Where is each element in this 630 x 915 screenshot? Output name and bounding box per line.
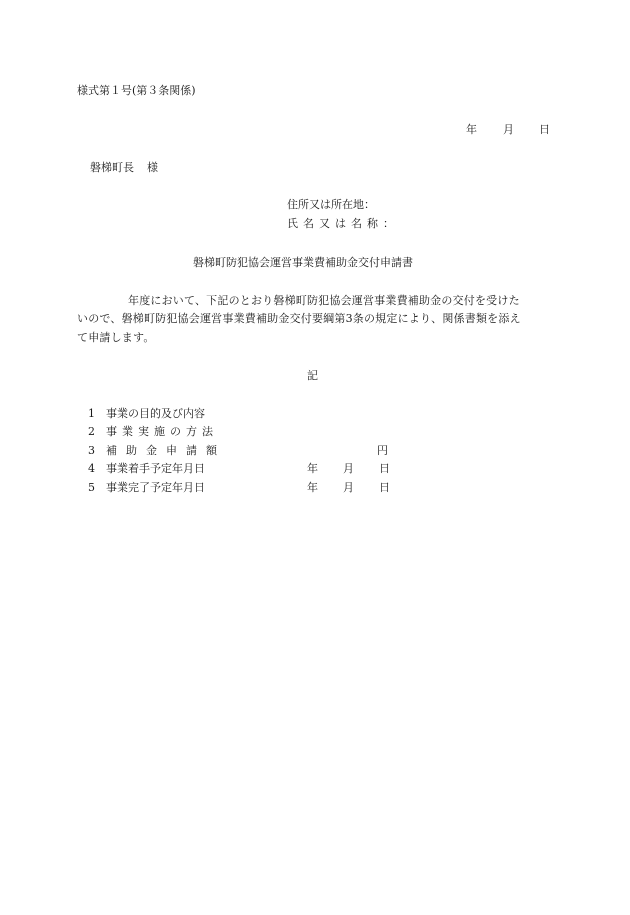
addressee-name: 磐梯町長 <box>90 161 134 174</box>
item-number: 4 <box>88 462 95 475</box>
start-month-label: 月 <box>343 462 354 475</box>
end-month-label: 月 <box>343 481 354 494</box>
body-line-2: いので、磐梯町防犯協会運営事業費補助金交付要綱第3条の規定により、関係書類を添え <box>77 312 521 325</box>
end-year-label: 年 <box>307 481 318 494</box>
item-label: 事業実施の方法 <box>106 425 218 438</box>
item-label: 事業着手予定年月日 <box>106 462 205 475</box>
date-month-label: 月 <box>503 123 514 136</box>
addressee-honorific: 様 <box>147 161 158 174</box>
ki-heading: 記 <box>307 369 318 382</box>
item-number: 3 <box>88 444 95 457</box>
start-day-label: 日 <box>379 462 390 475</box>
date-year-label: 年 <box>466 123 477 136</box>
form-number: 様式第１号(第３条関係) <box>77 84 196 97</box>
date-day-label: 日 <box>539 123 550 136</box>
address-label: 住所又は所在地： <box>287 198 375 211</box>
item-number: 1 <box>88 407 95 420</box>
body-line-3: て申請します。 <box>77 331 155 344</box>
end-day-label: 日 <box>379 481 390 494</box>
item-label: 事業の目的及び内容 <box>106 407 205 420</box>
item-label: 補助金申請額 <box>106 444 226 457</box>
item-number: 2 <box>88 425 95 438</box>
item-number: 5 <box>88 481 95 494</box>
name-label: 氏名又は名称： <box>287 217 399 230</box>
item-label: 事業完了予定年月日 <box>106 481 205 494</box>
document-title: 磐梯町防犯協会運営事業費補助金交付申請書 <box>193 256 413 269</box>
body-line-1: 年度において、下記のとおり磐梯町防犯協会運営事業費補助金の交付を受けた <box>128 294 520 307</box>
start-year-label: 年 <box>307 462 318 475</box>
yen-unit: 円 <box>377 444 388 457</box>
